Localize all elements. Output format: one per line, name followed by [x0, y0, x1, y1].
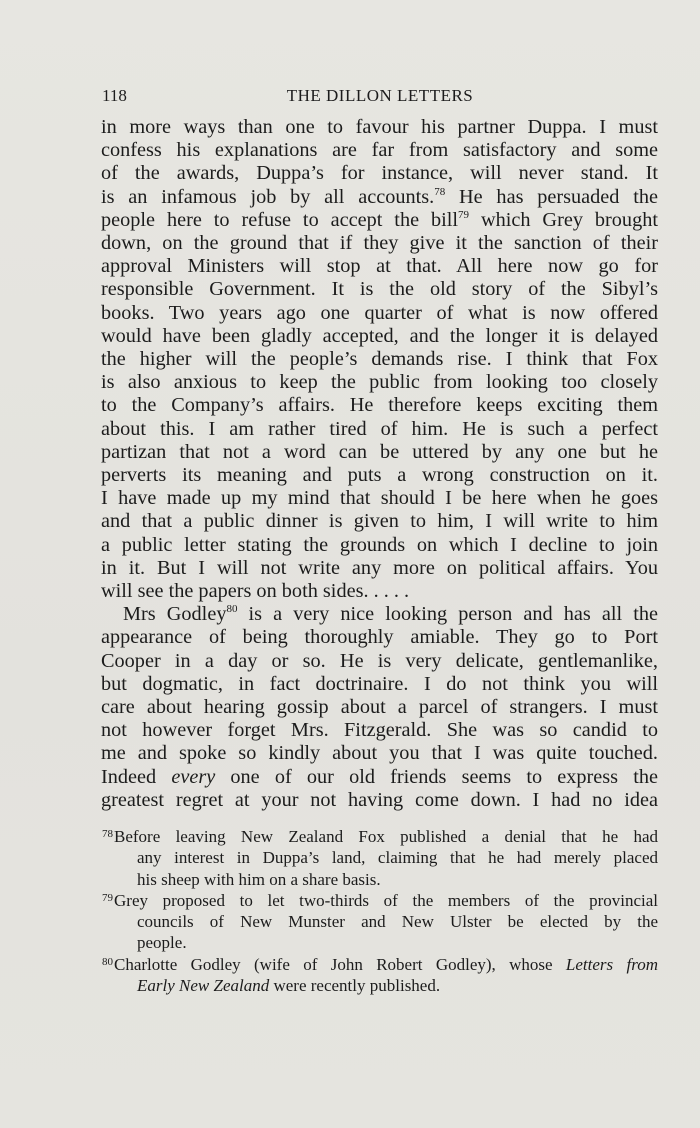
text-line: but dogmatic, in fact doctrinaire. I do not think you will: [101, 672, 658, 695]
footnotes: [102, 826, 658, 996]
text-run: Mrs Godley: [123, 603, 227, 626]
footnote-line: any interest in Duppa’s land, claiming that he had merely placed: [137, 848, 658, 868]
text-line: I have made up my mind that should I be here when he goes: [101, 487, 658, 510]
page-number: 118: [102, 86, 127, 105]
text-line: to the Company’s affairs. He therefore keeps exciting them: [101, 394, 658, 417]
text-run: is a very nice looking person and has all the: [237, 603, 658, 626]
text-line: approval Ministers will stop at that. All here now go for: [101, 255, 658, 278]
book-title: Letters from: [565, 954, 658, 974]
footnote-79: [102, 890, 658, 954]
footnote-number: 78: [102, 828, 113, 840]
text-line: [101, 209, 658, 232]
paragraph-2: [101, 603, 658, 812]
footnote-line: people.: [137, 933, 187, 953]
text-run: were recently published.: [269, 976, 441, 996]
text-line: perverts its meaning and puts a wrong construction on it.: [101, 464, 658, 487]
text-line: of the awards, Duppa’s for instance, will never stand. It: [101, 162, 658, 185]
text-run: which Grey brought: [469, 208, 658, 231]
text-line: [101, 603, 658, 626]
text-line: not however forget Mrs. Fitzgerald. She was so candid to: [101, 719, 658, 742]
text-line: Cooper in a day or so. He is very delicate, gentlemanlike,: [101, 649, 658, 672]
footnote-line: his sheep with him on a share basis.: [137, 869, 381, 889]
text-line: the higher will the people’s demands rise. I think that Fox: [101, 348, 658, 371]
text-run: one of our old friends seems to express the: [215, 765, 659, 788]
paragraph-1: [101, 116, 658, 603]
book-title: Early New Zealand: [137, 976, 270, 996]
running-title: THE DILLON LETTERS: [286, 86, 474, 105]
text-line: confess his explanations are far from satisfactory and some: [101, 139, 658, 162]
text-line: would have been gladly accepted, and the longer it is delayed: [101, 324, 658, 347]
footnote-line: [102, 826, 658, 847]
text-line: responsible Government. It is the old story of the Sibyl’s: [101, 278, 658, 301]
text-line: in it. But I will not write any more on political affairs. You: [101, 556, 658, 579]
footnote-line: [102, 954, 658, 975]
text-line: [101, 186, 658, 209]
text-line: a public letter stating the grounds on which I decline to join: [101, 533, 658, 556]
text-run: He has persuaded the: [445, 185, 658, 208]
footnote-line: councils of New Munster and New Ulster be elected by the: [137, 912, 658, 932]
footnote-ref-79[interactable]: 79: [458, 208, 470, 221]
text-run: Grey proposed to let two-thirds of the members of the provincial: [114, 890, 658, 910]
text-line: and that a public dinner is given to him, I will write to him: [101, 510, 658, 533]
text-line: will see the papers on both sides. . . . .: [101, 580, 410, 603]
text-run: is an infamous job by all accounts.: [101, 185, 435, 208]
footnote-line: [102, 975, 658, 996]
text-line: down, on the ground that if they give it the sanction of their: [101, 232, 658, 255]
footnote-line: [102, 890, 658, 911]
text-line: about this. I am rather tired of him. He is such a perfect: [101, 417, 658, 440]
body-text: [101, 116, 658, 812]
text-line: in more ways than one to favour his partner Duppa. I must: [101, 116, 658, 138]
text-run: Charlotte Godley (wife of John Robert Godley), whose: [114, 954, 566, 974]
text-line: me and spoke so kindly about you that I was quite touched.: [101, 742, 658, 765]
footnote-number: 80: [102, 955, 113, 968]
footnote-80: [102, 954, 658, 997]
text-run: Before leaving New Zealand Fox published a denial that he had: [114, 827, 658, 846]
footnote-number: 79: [102, 891, 113, 904]
text-line: [101, 766, 658, 789]
text-line: is also anxious to keep the public from looking too closely: [101, 371, 658, 394]
text-run: Indeed: [101, 765, 172, 788]
footnote-ref-78[interactable]: 78: [434, 185, 446, 198]
text-line: appearance of being thoroughly amiable. They go to Port: [101, 626, 658, 649]
footnote-ref-80[interactable]: 80: [226, 603, 238, 616]
footnote-78: [102, 826, 658, 890]
emphasis: every: [171, 765, 216, 788]
running-header: [102, 86, 658, 110]
text-line: books. Two years ago one quarter of what is now offered: [101, 301, 658, 324]
text-line: care about hearing gossip about a parcel of strangers. I must: [101, 696, 658, 719]
text-run: people here to refuse to accept the bill: [101, 208, 459, 231]
text-line: greatest regret at your not having come down. I had no idea: [101, 788, 658, 811]
text-line: partizan that not a word can be uttered by any one but he: [101, 440, 658, 463]
